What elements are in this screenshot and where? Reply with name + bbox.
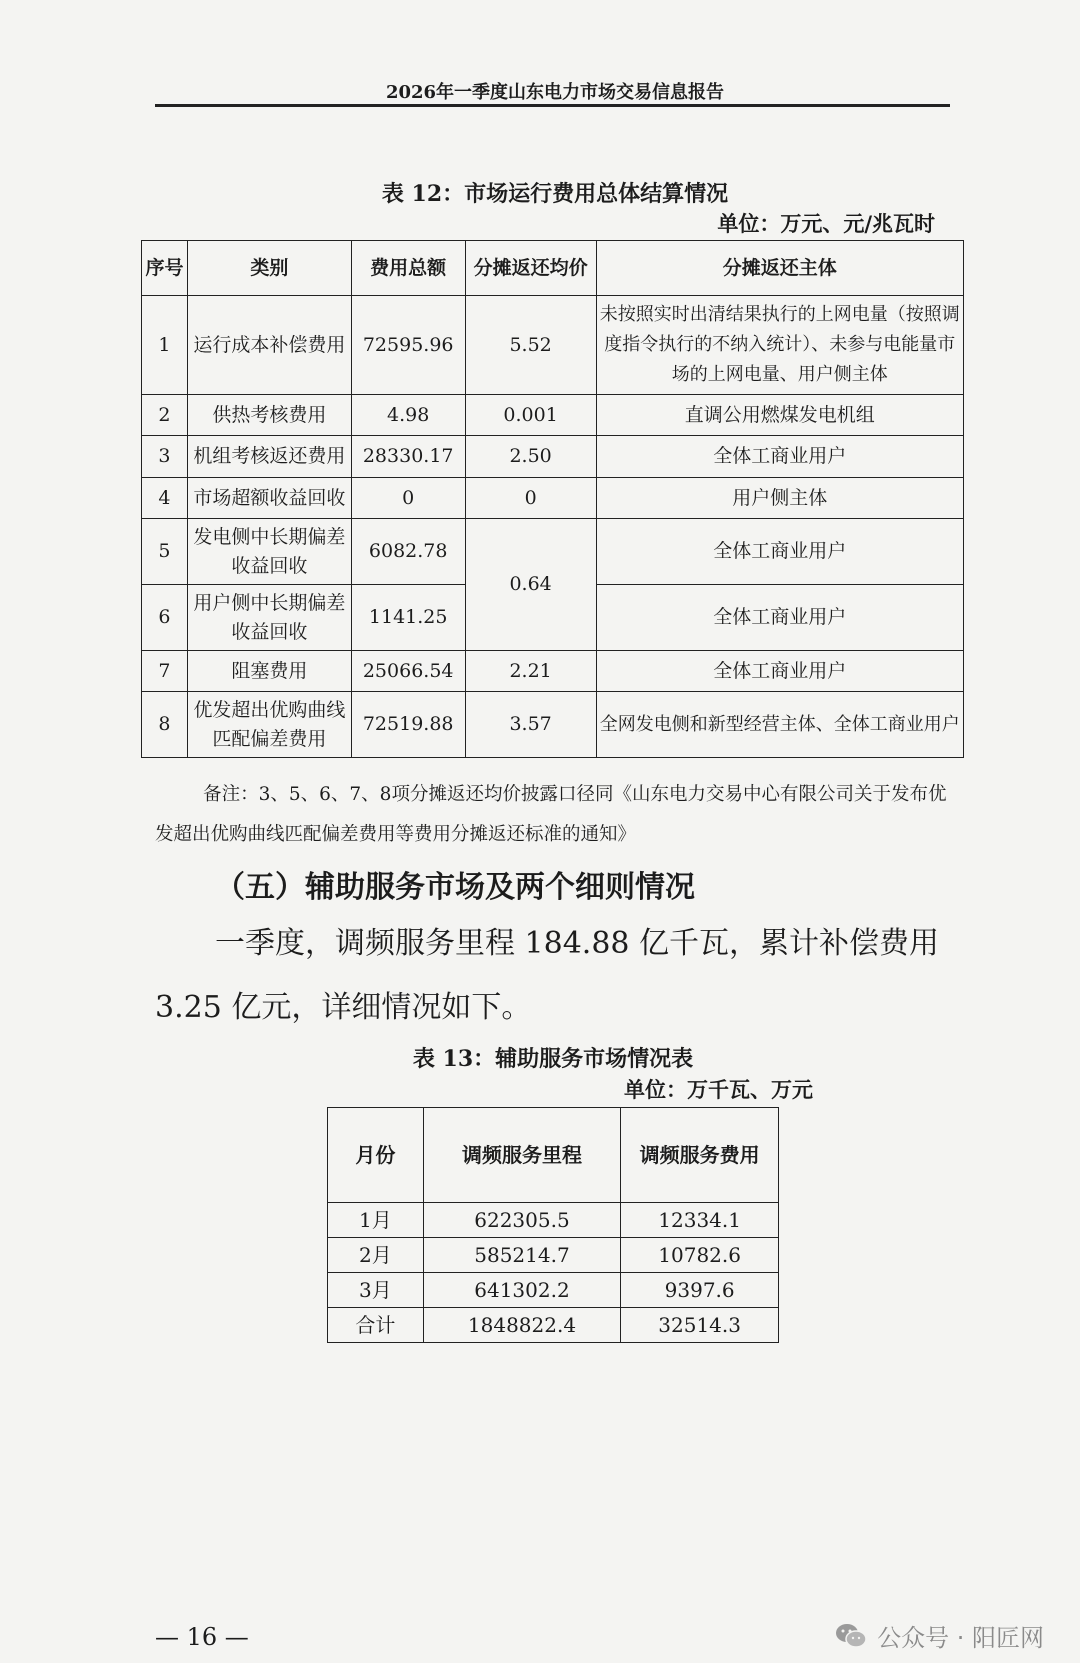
header-cell: 分摊返还主体 <box>596 241 963 296</box>
table13-header-row <box>328 1108 779 1203</box>
row-amount: 72595.96 <box>351 296 465 395</box>
row-category: 发电侧中长期偏差收益回收 <box>187 519 351 585</box>
row-price: 5.52 <box>465 296 596 395</box>
section-heading: （五）辅助服务市场及两个细则情况 <box>215 870 695 905</box>
table-row <box>142 651 964 692</box>
wechat-icon <box>835 1622 867 1650</box>
table-row <box>142 296 964 395</box>
row-amount: 0 <box>351 478 465 519</box>
row-price: 0 <box>465 478 596 519</box>
header-cell: 费用总额 <box>351 241 465 296</box>
row-price: 3.57 <box>465 692 596 758</box>
row-amount: 4.98 <box>351 395 465 436</box>
row-number: 8 <box>142 692 188 758</box>
row-amount: 28330.17 <box>351 436 465 478</box>
row-cost: 32514.3 <box>621 1308 779 1343</box>
row-subject: 全体工商业用户 <box>596 519 963 585</box>
watermark-text: 公众号 · 阳匠网 <box>877 1624 1044 1652</box>
page-number: — 16 — <box>155 1623 249 1651</box>
row-subject: 全体工商业用户 <box>596 651 963 692</box>
table-row <box>142 692 964 758</box>
row-mileage: 585214.7 <box>423 1238 621 1273</box>
row-number: 3 <box>142 436 188 478</box>
row-number: 6 <box>142 585 188 651</box>
table12 <box>141 240 964 758</box>
table13-unit: 单位：万千瓦、万元 <box>624 1077 813 1102</box>
row-amount: 6082.78 <box>351 519 465 585</box>
table-row <box>142 519 964 585</box>
row-category: 用户侧中长期偏差收益回收 <box>187 585 351 651</box>
row-price-merged: 0.64 <box>465 519 596 651</box>
row-price: 2.50 <box>465 436 596 478</box>
header-cell: 分摊返还均价 <box>465 241 596 296</box>
row-price: 0.001 <box>465 395 596 436</box>
table-row <box>328 1308 779 1343</box>
table13 <box>327 1107 779 1343</box>
table12-remark: 备注：3、5、6、7、8项分摊返还均价披露口径同《山东电力交易中心有限公司关于发布优发超出优购曲线匹配偏差费用等费用分摊返还标准的通知》 <box>155 784 947 845</box>
row-mileage: 622305.5 <box>423 1203 621 1238</box>
row-cost: 10782.6 <box>621 1238 779 1273</box>
row-subject: 全网发电侧和新型经营主体、全体工商业用户 <box>596 692 963 758</box>
row-subject: 未按照实时出清结果执行的上网电量（按照调度指令执行的不纳入统计）、未参与电能量市场的上网电量、用户侧主体 <box>596 296 963 395</box>
row-subject: 全体工商业用户 <box>596 436 963 478</box>
row-category: 供热考核费用 <box>187 395 351 436</box>
header-cell: 序号 <box>142 241 188 296</box>
row-mileage: 1848822.4 <box>423 1308 621 1343</box>
table12-caption: 表 12：市场运行费用总体结算情况 <box>381 181 729 207</box>
row-category: 阻塞费用 <box>187 651 351 692</box>
row-amount: 25066.54 <box>351 651 465 692</box>
table-row <box>142 436 964 478</box>
row-number: 5 <box>142 519 188 585</box>
row-amount: 72519.88 <box>351 692 465 758</box>
table-row <box>142 478 964 519</box>
header-cell: 调频服务费用 <box>621 1108 779 1203</box>
row-subject: 全体工商业用户 <box>596 585 963 651</box>
report-header: 2026年一季度山东电力市场交易信息报告 <box>385 82 725 103</box>
table12-header-row <box>142 241 964 296</box>
row-cost: 9397.6 <box>621 1273 779 1308</box>
header-cell: 月份 <box>328 1108 424 1203</box>
row-amount: 1141.25 <box>351 585 465 651</box>
table-row <box>142 395 964 436</box>
row-category: 市场超额收益回收 <box>187 478 351 519</box>
row-category: 机组考核返还费用 <box>187 436 351 478</box>
row-subject: 用户侧主体 <box>596 478 963 519</box>
row-subject: 直调公用燃煤发电机组 <box>596 395 963 436</box>
row-price: 2.21 <box>465 651 596 692</box>
row-month: 2月 <box>328 1238 424 1273</box>
table-row <box>328 1203 779 1238</box>
row-month: 合计 <box>328 1308 424 1343</box>
row-category: 运行成本补偿费用 <box>187 296 351 395</box>
row-cost: 12334.1 <box>621 1203 779 1238</box>
row-month: 3月 <box>328 1273 424 1308</box>
header-cell: 调频服务里程 <box>423 1108 621 1203</box>
header-cell: 类别 <box>187 241 351 296</box>
row-number: 4 <box>142 478 188 519</box>
row-number: 7 <box>142 651 188 692</box>
row-mileage: 641302.2 <box>423 1273 621 1308</box>
header-rule <box>155 104 950 107</box>
row-category: 优发超出优购曲线匹配偏差费用 <box>187 692 351 758</box>
section-paragraph: 一季度，调频服务里程 184.88 亿千瓦，累计补偿费用 3.25 亿元，详细情况如下。 <box>155 926 940 1025</box>
table-row <box>328 1238 779 1273</box>
row-number: 2 <box>142 395 188 436</box>
watermark <box>835 1618 1044 1653</box>
table-row <box>328 1273 779 1308</box>
row-month: 1月 <box>328 1203 424 1238</box>
table12-unit: 单位：万元、元/兆瓦时 <box>717 211 935 236</box>
table13-caption: 表 13：辅助服务市场情况表 <box>412 1046 694 1072</box>
row-number: 1 <box>142 296 188 395</box>
